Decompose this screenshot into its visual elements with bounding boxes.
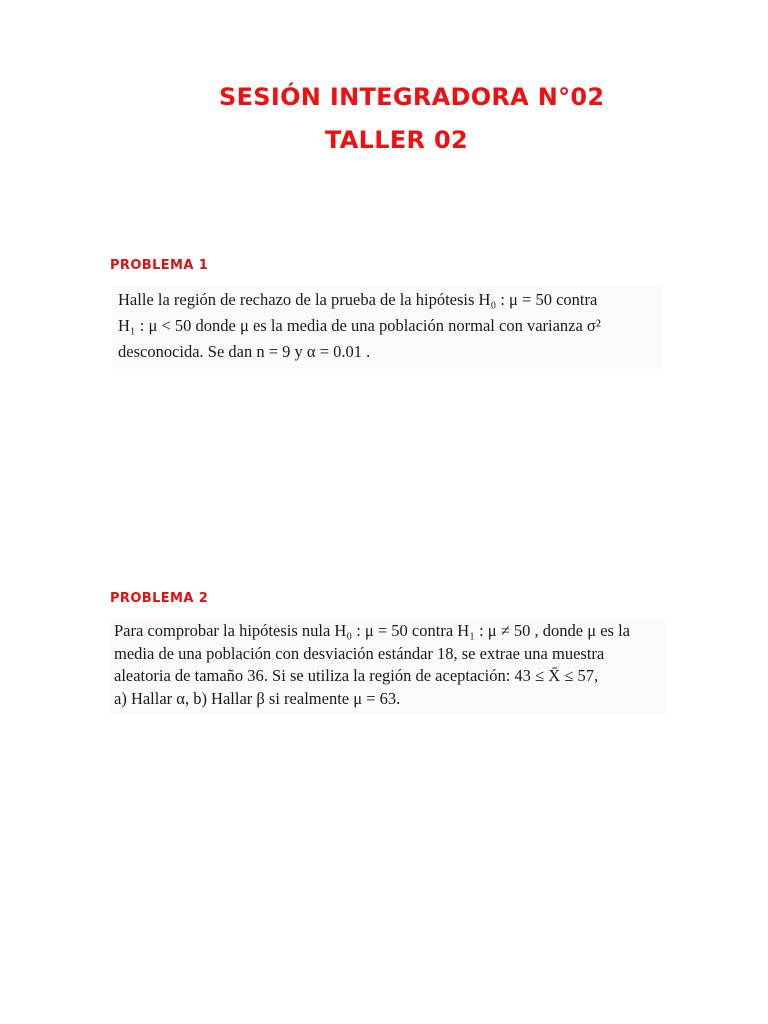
problem-1-label: PROBLEMA 1 — [110, 258, 209, 273]
problem-2-label: PROBLEMA 2 — [110, 591, 209, 606]
problem-2-statement — [110, 618, 666, 714]
problem-2-line: aleatoria de tamaño 36. Si se utiliza la región de aceptación: 43 ≤ X̄ ≤ 57, — [114, 666, 599, 685]
problem-1-line: Halle la región de rechazo de la prueba de la hipótesis H₀ : μ = 50 contra — [118, 290, 598, 309]
problem-2-line: media de una población con desviación estándar 18, se extrae una muestra — [114, 643, 605, 663]
problem-1-statement — [112, 285, 662, 369]
document-subtitle: TALLER 02 — [325, 126, 468, 154]
problem-1-line: H₁ : μ < 50 donde μ es la media de una población normal con varianza σ² — [118, 316, 601, 335]
problem-2-line: a) Hallar α, b) Hallar β si realmente μ = 63. — [114, 688, 401, 708]
document-title: SESIÓN INTEGRADORA N°02 — [219, 83, 605, 111]
problem-1-line: desconocida. Se dan n = 9 y α = 0.01 . — [118, 342, 371, 361]
problem-2-line: Para comprobar la hipótesis nula H₀ : μ = 50 contra H₁ : μ ≠ 50 , donde μ es la — [114, 621, 631, 640]
